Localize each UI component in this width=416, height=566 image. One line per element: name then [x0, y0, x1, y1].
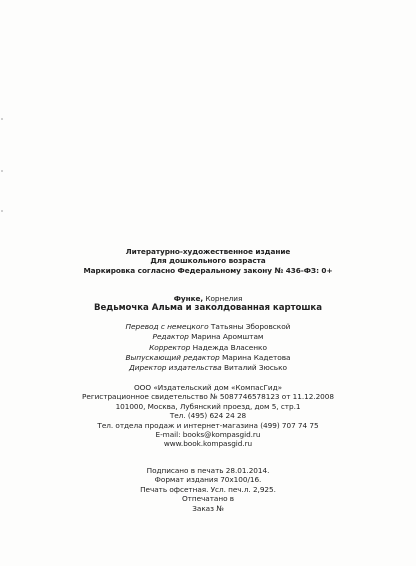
- page-edge-mark: [1, 118, 3, 120]
- print-order-number: Заказ №: [192, 503, 224, 513]
- credit-managing-editor: [0, 353, 416, 363]
- publisher-registration: Регистрационное свидетельство № 5087746578123 от 11.12.2008: [82, 392, 334, 402]
- publisher-website: www.book.kompasgid.ru: [163, 439, 253, 449]
- publisher-address: 101000, Москва, Лубянский проезд, дом 5, стр.1: [115, 401, 301, 411]
- book-heading: [0, 294, 416, 314]
- age-group: Для дошкольного возраста: [150, 256, 266, 266]
- credit-role: Корректор: [149, 342, 191, 352]
- publisher-info: [0, 383, 416, 449]
- publisher-sales-phone: Тел. отдела продаж и интернет-магазина (499) 707 74 75: [97, 420, 319, 430]
- credit-role: Редактор: [152, 332, 189, 342]
- credit-role: Директор издательства: [128, 363, 222, 373]
- age-rating: Маркировка согласно Федеральному закону № 436-ФЗ: 0+: [83, 265, 333, 275]
- print-location: Отпечатано в: [181, 494, 234, 504]
- credit-role: Выпускающий редактор: [125, 352, 220, 362]
- print-method: Печать офсетная. Усл. печ.л. 2,925.: [140, 484, 276, 494]
- publisher-name: ООО «Издательский дом «КомпасГид»: [133, 383, 283, 392]
- edition-info: [0, 247, 416, 275]
- credit-role: Перевод с немецкого: [125, 322, 209, 331]
- credit-name: Татьяны Зборовской: [208, 322, 291, 331]
- author-surname: Функе,: [173, 294, 204, 303]
- publisher-email: E-mail: books@kompasgid.ru: [155, 430, 261, 440]
- credit-name: Виталий Зюсько: [221, 363, 287, 373]
- print-info: [0, 466, 416, 513]
- author-name: Корнелия: [203, 294, 243, 303]
- credit-proofreader: [0, 343, 416, 353]
- print-format: Формат издания 70х100/16.: [154, 475, 262, 485]
- author-line: [0, 294, 416, 303]
- credit-name: Марина Кадетова: [219, 352, 291, 362]
- credit-translator: [0, 322, 416, 332]
- book-title: Ведьмочка Альма и заколдованная картошка: [94, 303, 322, 314]
- credit-name: Марина Аромштам: [188, 332, 264, 342]
- edition-type: Литературно-художественное издание: [125, 247, 291, 256]
- print-signed-date: Подписано в печать 28.01.2014.: [146, 466, 270, 475]
- credit-editor: [0, 332, 416, 342]
- credit-director: [0, 363, 416, 373]
- publisher-phone: Тел. (495) 624 24 28: [169, 411, 247, 421]
- page-edge-mark: [1, 210, 3, 212]
- credit-name: Надежда Власенко: [190, 342, 267, 352]
- page-edge-mark: [1, 170, 3, 172]
- credits: [0, 322, 416, 373]
